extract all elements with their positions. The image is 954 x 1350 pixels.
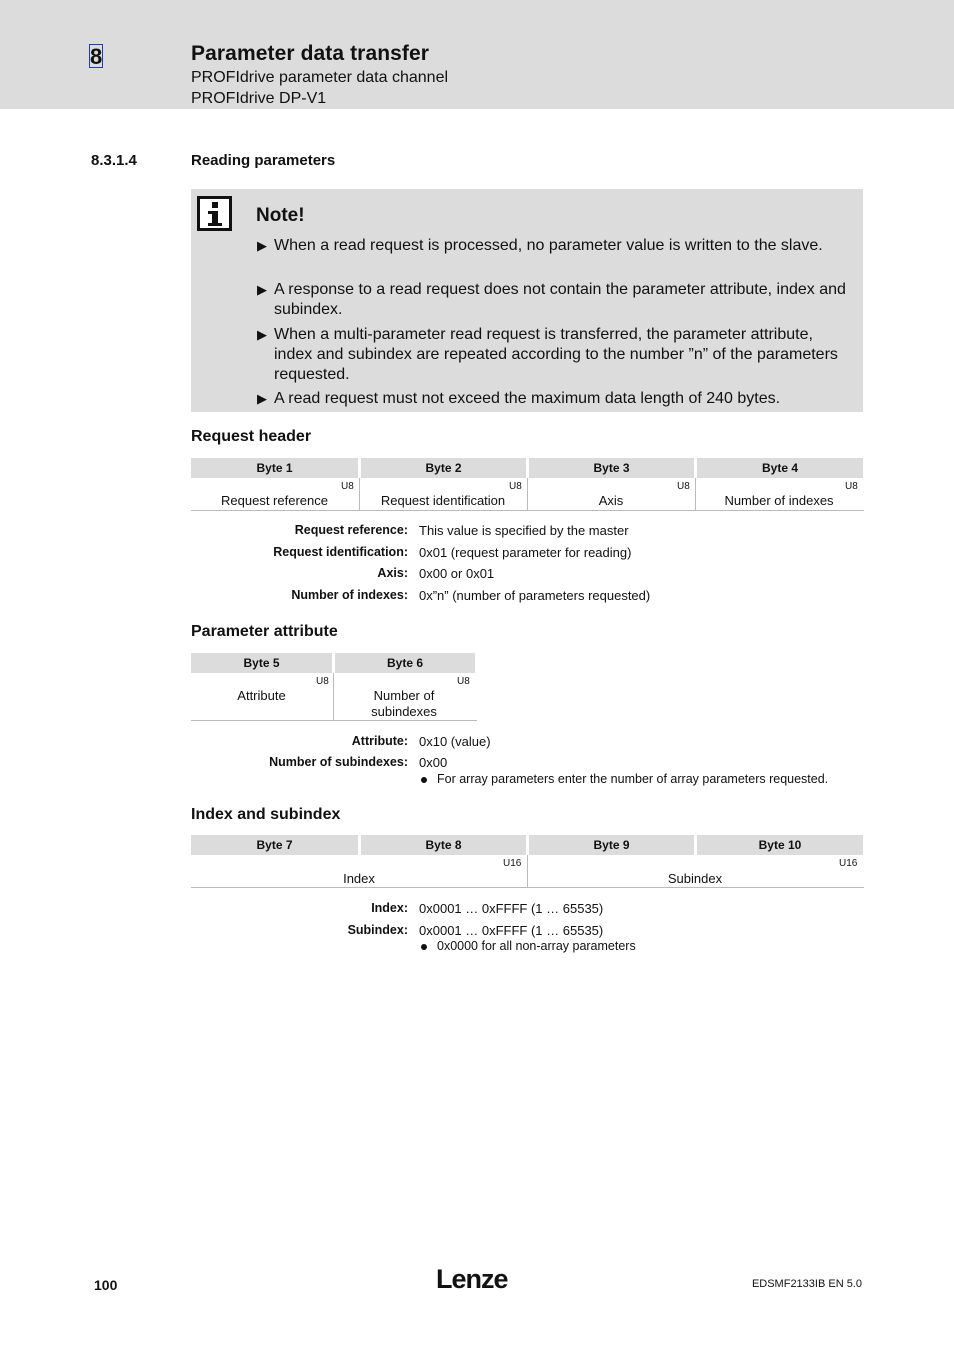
detail-value: 0x00 xyxy=(419,755,448,770)
divider xyxy=(191,510,864,511)
field-cell: Request reference xyxy=(221,493,328,508)
detail-value: This value is specified by the master xyxy=(419,523,629,538)
bullet-arrow-icon: ▶ xyxy=(257,327,267,342)
byte-header: Byte 8 xyxy=(361,835,526,855)
field-cell: subindexes xyxy=(371,704,437,719)
bullet-arrow-icon: ▶ xyxy=(257,391,267,406)
detail-value: 0x0001 … 0xFFFF (1 … 65535) xyxy=(419,901,604,916)
section-title: Reading parameters xyxy=(191,152,336,169)
byte-header: Byte 2 xyxy=(361,458,526,478)
detail-label: Subindex: xyxy=(347,923,408,937)
detail-label: Axis: xyxy=(377,566,408,580)
detail-label: Attribute: xyxy=(351,734,408,748)
bullet-dot-icon xyxy=(421,777,427,783)
divider xyxy=(191,887,864,888)
detail-value: 0x”n” (number of parameters requested) xyxy=(419,588,651,603)
field-cell: Number of xyxy=(373,688,435,703)
data-type: U8 xyxy=(341,481,354,492)
divider xyxy=(527,855,528,887)
detail-label: Request reference: xyxy=(294,523,408,537)
byte-header: Byte 3 xyxy=(529,458,694,478)
data-type: U8 xyxy=(845,481,858,492)
info-icon xyxy=(197,196,232,231)
bullet-arrow-icon: ▶ xyxy=(257,282,267,297)
index-subindex-heading: Index and subindex xyxy=(191,806,341,823)
byte-header: Byte 6 xyxy=(335,653,475,673)
field-cell: Request identification xyxy=(380,493,506,508)
lenze-logo: Lenze xyxy=(436,1264,508,1294)
field-cell: Index xyxy=(343,871,375,886)
bullet-text: For array parameters enter the number of array parameters requested. xyxy=(437,772,829,786)
bullet-arrow-icon: ▶ xyxy=(257,238,267,253)
detail-label: Request identification: xyxy=(273,545,408,559)
detail-value: 0x10 (value) xyxy=(419,734,491,749)
data-type: U8 xyxy=(509,481,522,492)
detail-label: Index: xyxy=(371,901,408,915)
byte-header: Byte 10 xyxy=(697,835,863,855)
data-type: U16 xyxy=(839,858,858,869)
document-id: EDSMF2133IB EN 5.0 xyxy=(751,1278,862,1290)
chapter-number: 8 xyxy=(90,44,103,69)
chapter-subtitle-1: PROFIdrive parameter data channel xyxy=(191,69,449,86)
detail-label: Number of indexes: xyxy=(291,588,408,602)
chapter-title: Parameter data transfer xyxy=(191,42,430,65)
data-type: U8 xyxy=(677,481,690,492)
bullet-text: 0x0000 for all non-array parameters xyxy=(437,939,636,953)
byte-header: Byte 5 xyxy=(191,653,332,673)
data-type: U8 xyxy=(316,676,329,687)
data-type: U8 xyxy=(457,676,470,687)
divider xyxy=(527,478,528,510)
field-cell: Axis xyxy=(598,493,624,508)
field-cell: Number of indexes xyxy=(724,493,834,508)
byte-header: Byte 4 xyxy=(697,458,863,478)
page-number: 100 xyxy=(94,1277,118,1293)
parameter-attribute-heading: Parameter attribute xyxy=(191,623,338,640)
divider xyxy=(359,478,360,510)
detail-value: 0x01 (request parameter for reading) xyxy=(419,545,632,560)
divider xyxy=(191,720,477,721)
byte-header: Byte 1 xyxy=(191,458,358,478)
byte-header: Byte 9 xyxy=(529,835,694,855)
detail-value: 0x00 or 0x01 xyxy=(419,566,495,581)
divider xyxy=(695,478,696,510)
detail-label: Number of subindexes: xyxy=(269,755,408,769)
data-type: U16 xyxy=(503,858,522,869)
chapter-subtitle-2: PROFIdrive DP-V1 xyxy=(191,90,327,107)
bullet-dot-icon xyxy=(421,944,427,950)
divider xyxy=(333,673,334,720)
field-cell: Subindex xyxy=(667,871,723,886)
header-band xyxy=(0,0,954,109)
detail-value: 0x0001 … 0xFFFF (1 … 65535) xyxy=(419,923,604,938)
note-title: Note! xyxy=(256,205,305,226)
section-number: 8.3.1.4 xyxy=(91,152,137,169)
field-cell: Attribute xyxy=(237,688,286,703)
request-header-heading: Request header xyxy=(191,428,312,445)
byte-header: Byte 7 xyxy=(191,835,358,855)
